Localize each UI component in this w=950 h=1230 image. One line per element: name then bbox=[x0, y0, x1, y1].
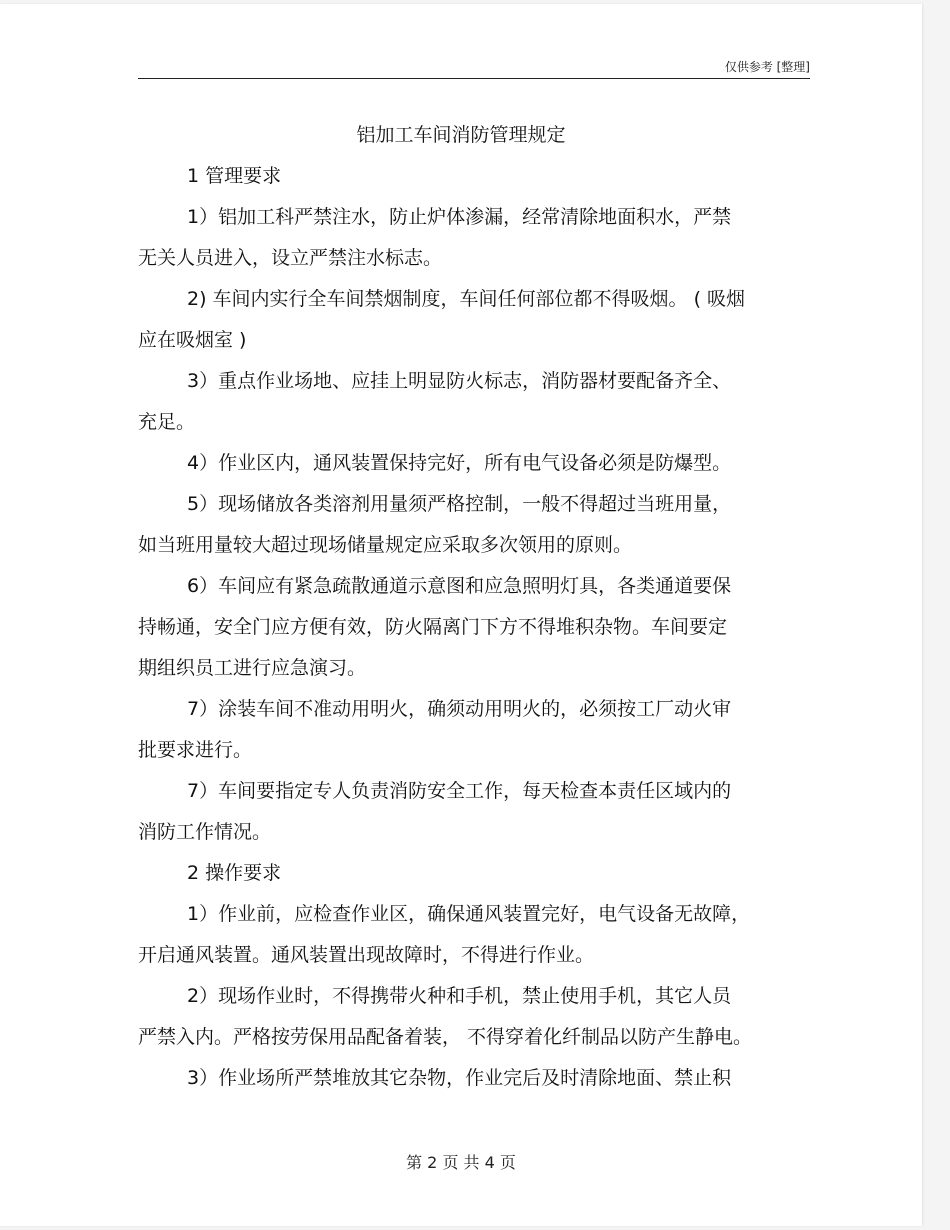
text-line: 充足。 bbox=[138, 411, 196, 433]
text-line: 2）现场作业时，不得携带火种和手机，禁止使用手机，其它人员 bbox=[187, 985, 732, 1007]
text-line: 严禁入内。严格按劳保用品配备着装， 不得穿着化纤制品以防产生静电。 bbox=[138, 1026, 753, 1048]
text-line: 消防工作情况。 bbox=[138, 821, 272, 843]
text-line: 3）作业场所严禁堆放其它杂物，作业完后及时清除地面、禁止积 bbox=[187, 1067, 732, 1089]
text-line: 7）涂装车间不准动用明火，确须动用明火的，必须按工厂动火审 bbox=[187, 698, 732, 720]
page-indicator: 第 2 页 共 4 页 bbox=[406, 1153, 516, 1172]
text-line: 无关人员进入，设立严禁注水标志。 bbox=[138, 247, 443, 269]
text-line: 1）铝加工科严禁注水，防止炉体渗漏，经常清除地面积水，严禁 bbox=[187, 206, 732, 228]
text-line: 开启通风装置。通风装置出现故障时，不得进行作业。 bbox=[138, 944, 595, 966]
text-line: 2) 车间内实行全车间禁烟制度，车间任何部位都不得吸烟。 ( 吸烟 bbox=[187, 288, 746, 310]
text-line: 应在吸烟室 ) bbox=[138, 329, 247, 351]
text-line: 4）作业区内，通风装置保持完好，所有电气设备必须是防爆型。 bbox=[187, 452, 732, 474]
text-line: 5）现场储放各类溶剂用量须严格控制，一般不得超过当班用量， bbox=[187, 493, 732, 515]
header-divider bbox=[138, 78, 810, 79]
document-page bbox=[0, 4, 922, 1226]
text-line: 6）车间应有紧急疏散通道示意图和应急照明灯具，各类通道要保 bbox=[187, 575, 732, 597]
text-line: 持畅通，安全门应方便有效，防火隔离门下方不得堆积杂物。车间要定 bbox=[138, 616, 728, 638]
document-title: 铝加工车间消防管理规定 bbox=[356, 124, 566, 146]
text-line: 7）车间要指定专人负责消防安全工作，每天检查本责任区域内的 bbox=[187, 780, 732, 802]
text-line: 1 管理要求 bbox=[187, 165, 282, 187]
body-lines bbox=[138, 156, 818, 1099]
text-line: 1）作业前，应检查作业区，确保通风装置完好，电气设备无故障， bbox=[187, 903, 751, 925]
text-line: 2 操作要求 bbox=[187, 862, 282, 884]
text-line: 期组织员工进行应急演习。 bbox=[138, 657, 367, 679]
document-body bbox=[138, 156, 818, 1099]
header-note: 仅供参考 [整理] bbox=[724, 60, 810, 74]
text-line: 3）重点作业场地、应挂上明显防火标志，消防器材要配备齐全、 bbox=[187, 370, 732, 392]
text-line: 如当班用量较大超过现场储量规定应采取多次领用的原则。 bbox=[138, 534, 633, 556]
text-line: 批要求进行。 bbox=[138, 739, 253, 761]
